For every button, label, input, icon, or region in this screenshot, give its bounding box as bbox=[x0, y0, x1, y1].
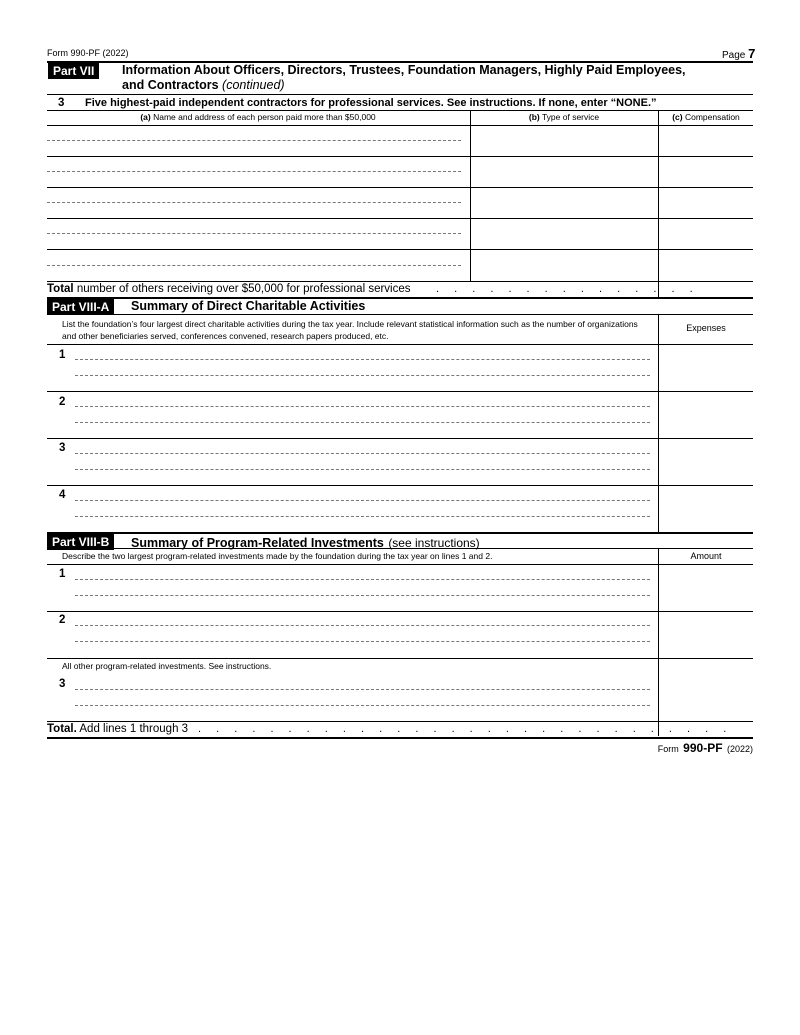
col-a-text: Name and address of each person paid more than $50,000 bbox=[153, 112, 376, 122]
footer-form-prefix: Form bbox=[657, 744, 679, 754]
part8a-instructions: List the foundation’s four largest direct charitable activities during the tax year. Include relevant statistical information such as the number of organizations and other beneficiaries served, conferences convened, research papers produced, etc. bbox=[62, 319, 638, 341]
part8a-title-rule bbox=[47, 314, 753, 315]
contractor-row-rule bbox=[47, 281, 753, 282]
investment-line[interactable] bbox=[75, 689, 650, 690]
page-label: Page bbox=[722, 50, 746, 61]
contractor-name-line[interactable] bbox=[47, 140, 461, 141]
investment-line[interactable] bbox=[75, 625, 650, 626]
part8b-total-label bbox=[47, 723, 188, 735]
activity-line[interactable] bbox=[75, 406, 650, 407]
part8a-badge: Part VIII-A bbox=[47, 299, 114, 315]
part7-line3-number: 3 bbox=[58, 97, 65, 109]
part8b-title-suffix: (see instructions) bbox=[388, 536, 480, 550]
part7-title-rule bbox=[47, 94, 753, 95]
contractor-name-line[interactable] bbox=[47, 233, 461, 234]
part7-col-divider-b bbox=[470, 110, 471, 281]
part8b-col-divider bbox=[658, 548, 659, 736]
col-b-header bbox=[470, 112, 658, 122]
part8b-other-text: All other program-related investments. See instructions. bbox=[62, 661, 272, 671]
part7-total-input[interactable] bbox=[659, 282, 753, 296]
footer-form-number: 990-PF bbox=[683, 741, 723, 755]
part8b-end-rule bbox=[47, 737, 753, 739]
part7-total-label bbox=[47, 283, 411, 295]
contractor-name-line[interactable] bbox=[47, 171, 461, 172]
part7-line3-text: Five highest-paid independent contractors for professional services. See instructions. If none, enter “NONE.” bbox=[85, 97, 657, 109]
footer-form-year: (2022) bbox=[726, 744, 753, 754]
activity-number: 2 bbox=[59, 396, 66, 408]
part8b-badge: Part VIII-B bbox=[47, 534, 114, 550]
investment-line[interactable] bbox=[75, 641, 650, 642]
investment-rule bbox=[47, 721, 753, 722]
part7-title-line2 bbox=[122, 78, 285, 92]
part7-total-dots: . . . . . . . . . . . . . . . bbox=[436, 283, 699, 295]
contractor-row-rule bbox=[47, 187, 753, 188]
part8b-total-text: Add lines 1 through 3 bbox=[79, 723, 189, 735]
col-c-tag: (c) bbox=[672, 112, 683, 122]
col-a-tag: (a) bbox=[140, 112, 151, 122]
col-b-tag: (b) bbox=[528, 112, 540, 122]
contractor-row-rule bbox=[47, 249, 753, 250]
activity-number: 3 bbox=[59, 442, 66, 454]
part7-title-line1: Information About Officers, Directors, Trustees, Foundation Managers, Highly Paid Employees, bbox=[122, 63, 686, 77]
part7-continued: (continued) bbox=[222, 78, 285, 92]
part8a-col-divider bbox=[658, 314, 659, 532]
part7-col-divider-c bbox=[658, 110, 659, 297]
part8b-total-dots: . . . . . . . . . . . . . . . . . . . . . . . . . . . . . . bbox=[198, 723, 733, 735]
activity-line[interactable] bbox=[75, 375, 650, 376]
activity-rule bbox=[47, 438, 753, 439]
form-label: Form 990-PF (2022) bbox=[47, 48, 129, 58]
investment-line[interactable] bbox=[75, 705, 650, 706]
activity-number: 4 bbox=[59, 489, 66, 501]
part7-line3-rule bbox=[47, 110, 753, 111]
part8b-title-rule bbox=[47, 548, 753, 549]
part8b-total-bold: Total. bbox=[47, 723, 77, 735]
footer-form-id bbox=[658, 739, 753, 757]
activity-line[interactable] bbox=[75, 453, 650, 454]
investment-number: 1 bbox=[59, 568, 66, 580]
part7-total-text: number of others receiving over $50,000 for professional services bbox=[76, 283, 411, 295]
part8a-header-rule bbox=[47, 344, 753, 345]
part7-badge: Part VII bbox=[48, 63, 99, 79]
activity-line[interactable] bbox=[75, 422, 650, 423]
part8b-total-input[interactable] bbox=[659, 722, 753, 736]
investment-number: 2 bbox=[59, 614, 66, 626]
expenses-header: Expenses bbox=[686, 323, 726, 333]
col-b-text: Type of service bbox=[541, 112, 600, 122]
col-c-text: Compensation bbox=[684, 112, 740, 122]
contractor-row-rule bbox=[47, 156, 753, 157]
col-c-header bbox=[659, 112, 753, 122]
part8b-describe: Describe the two largest program-related investments made by the foundation during the tax year on lines 1 and 2. bbox=[62, 551, 493, 561]
contractor-name-line[interactable] bbox=[47, 202, 461, 203]
activity-rule bbox=[47, 391, 753, 392]
investment-number: 3 bbox=[59, 678, 66, 690]
page-number: 7 bbox=[748, 46, 756, 61]
activity-line[interactable] bbox=[75, 516, 650, 517]
part8b-title-group bbox=[131, 534, 480, 552]
part8b-title: Summary of Program-Related Investments bbox=[131, 536, 384, 550]
amount-header: Amount bbox=[690, 551, 722, 561]
page-indicator bbox=[722, 46, 755, 61]
activity-line[interactable] bbox=[75, 469, 650, 470]
part7-total-bold: Total bbox=[47, 283, 74, 295]
activity-number: 1 bbox=[59, 349, 66, 361]
part7-col-header-rule bbox=[47, 125, 753, 126]
activity-line[interactable] bbox=[75, 500, 650, 501]
col-a-header bbox=[47, 112, 469, 122]
contractor-name-line[interactable] bbox=[47, 265, 461, 266]
part8a-title: Summary of Direct Charitable Activities bbox=[131, 299, 366, 313]
activity-rule bbox=[47, 485, 753, 486]
investment-rule bbox=[47, 611, 753, 612]
part7-title-line2-text: and Contractors bbox=[122, 78, 219, 92]
activity-line[interactable] bbox=[75, 359, 650, 360]
part8b-header-rule bbox=[47, 564, 753, 565]
contractor-row-rule bbox=[47, 218, 753, 219]
investment-line[interactable] bbox=[75, 595, 650, 596]
investment-line[interactable] bbox=[75, 579, 650, 580]
investment-rule bbox=[47, 658, 753, 659]
